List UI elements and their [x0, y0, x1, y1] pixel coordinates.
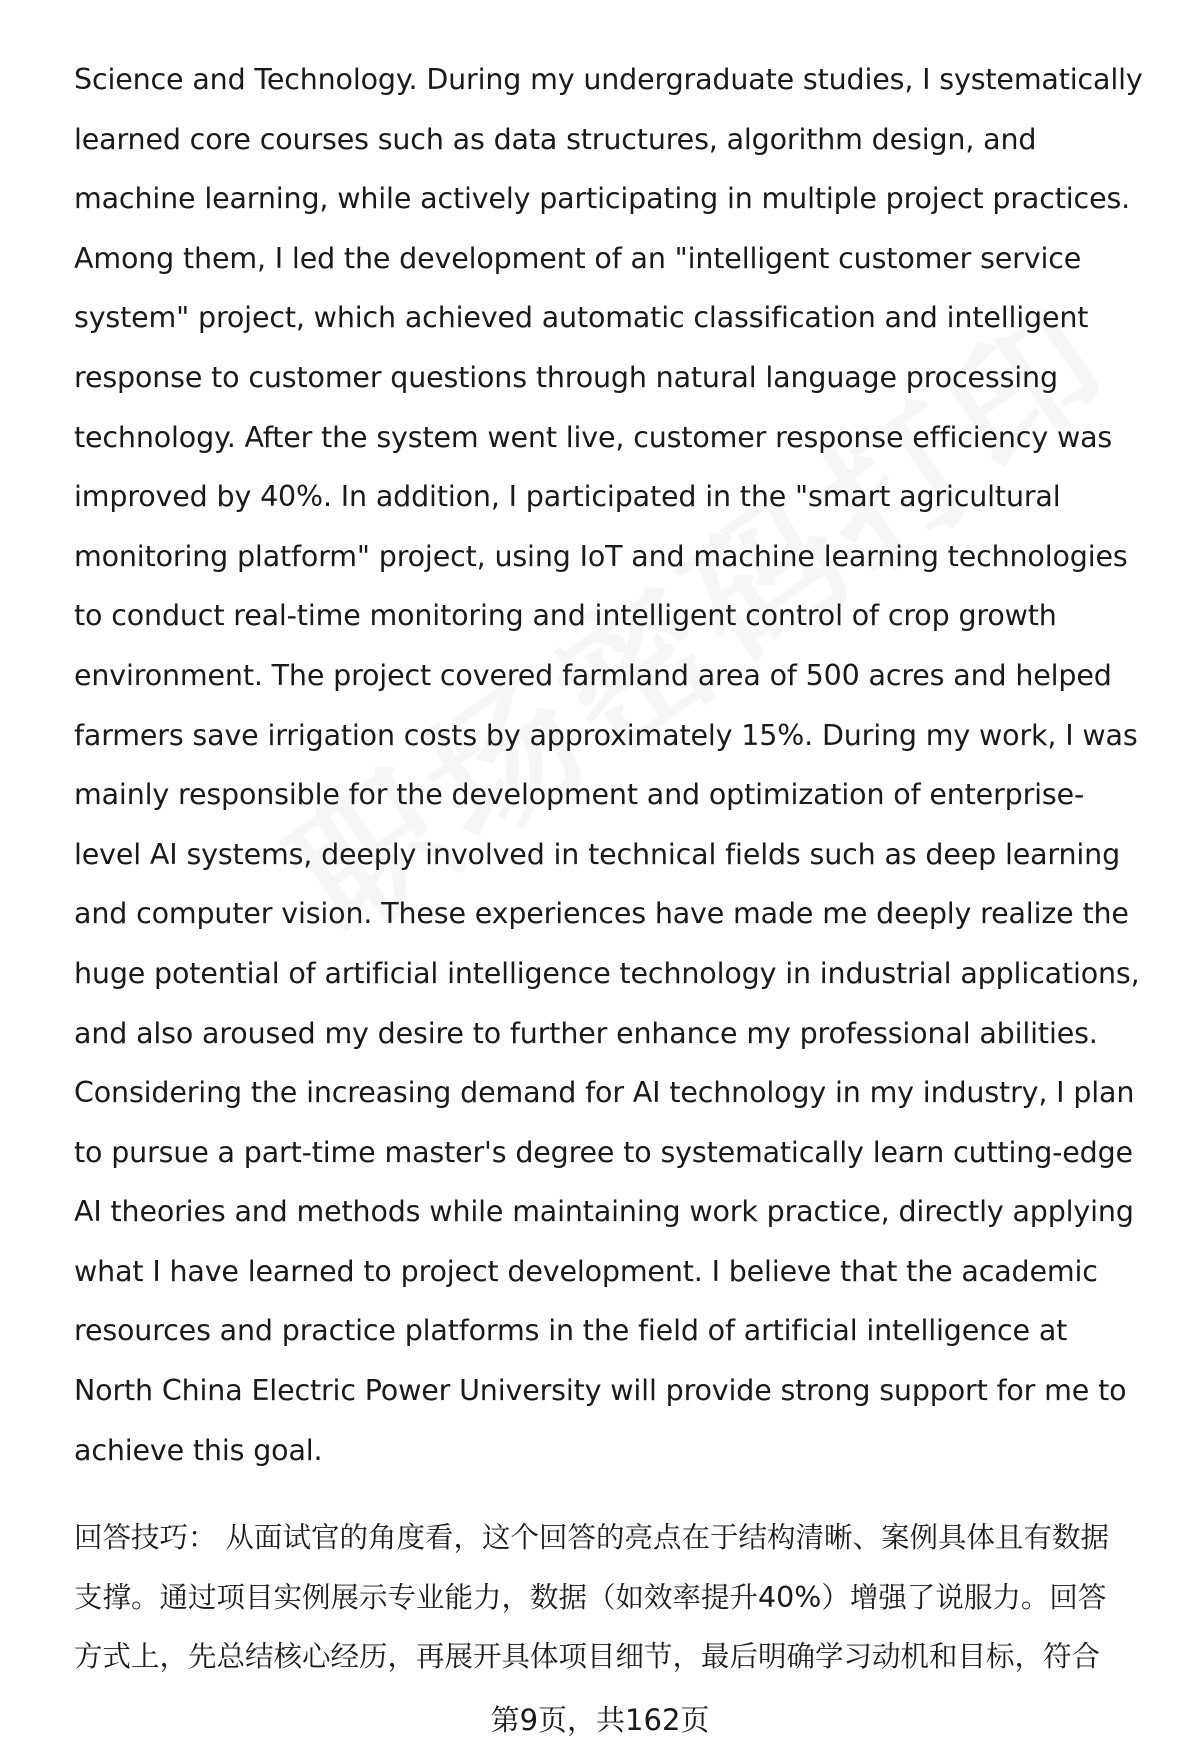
paragraph-line: and computer vision. These experiences have made me deeply realize the [74, 897, 1129, 931]
paragraph-line: machine learning, while actively participating in multiple project practices. [74, 182, 1131, 216]
paragraph-line: monitoring platform" project, using IoT and machine learning technologies [74, 539, 1128, 573]
tips-line: 方式上，先总结核心经历，再展开具体项目细节，最后明确学习动机和目标，符合 [74, 1640, 1101, 1674]
paragraph-line: achieve this goal. [74, 1433, 323, 1467]
paragraph-line: system" project, which achieved automatic classification and intelligent [74, 301, 1089, 335]
page-number: 第9页，共162页 [490, 1703, 710, 1737]
answer-tips [74, 1508, 1164, 1687]
paragraph-line: to conduct real-time monitoring and intelligent control of crop growth [74, 599, 1057, 633]
tips-line: 支撑。通过项目实例展示专业能力，数据（如效率提升40%）增强了说服力。回答 [74, 1580, 1107, 1614]
paragraph-line: environment. The project covered farmland area of 500 acres and helped [74, 658, 1112, 692]
paragraph-line: learned core courses such as data structures, algorithm design, and [74, 122, 1037, 156]
tips-line: 回答技巧： 从面试官的角度看，这个回答的亮点在于结构清晰、案例具体且有数据 [74, 1521, 1110, 1554]
paragraph-line: level AI systems, deeply involved in technical fields such as deep learning [74, 837, 1121, 871]
paragraph-line: and also aroused my desire to further enhance my professional abilities. [74, 1016, 1098, 1050]
paragraph-line: technology. After the system went live, customer response efficiency was [74, 420, 1113, 454]
paragraph-line: North China Electric Power University will provide strong support for me to [74, 1374, 1127, 1408]
paragraph-line: Considering the increasing demand for AI technology in my industry, I plan [74, 1076, 1135, 1110]
paragraph-line: AI theories and methods while maintaining work practice, directly applying [74, 1195, 1134, 1229]
paragraph-line: huge potential of artificial intelligence technology in industrial applications, [74, 956, 1140, 990]
paragraph-line: to pursue a part-time master's degree to systematically learn cutting-edge [74, 1135, 1133, 1169]
paragraph-line: Science and Technology. During my undergraduate studies, I systematically [74, 63, 1143, 96]
answer-paragraph [74, 50, 1154, 1480]
paragraph-line: Among them, I led the development of an "intelligent customer service [74, 241, 1082, 275]
paragraph-line: farmers save irrigation costs by approximately 15%. During my work, I was [74, 718, 1138, 752]
paragraph-line: what I have learned to project development. I believe that the academic [74, 1254, 1098, 1288]
paragraph-line: resources and practice platforms in the field of artificial intelligence at [74, 1314, 1068, 1348]
paragraph-line: improved by 40%. In addition, I participated in the "smart agricultural [74, 480, 1061, 514]
paragraph-line: response to customer questions through natural language processing [74, 360, 1058, 394]
paragraph-line: mainly responsible for the development and optimization of enterprise- [74, 778, 1085, 812]
